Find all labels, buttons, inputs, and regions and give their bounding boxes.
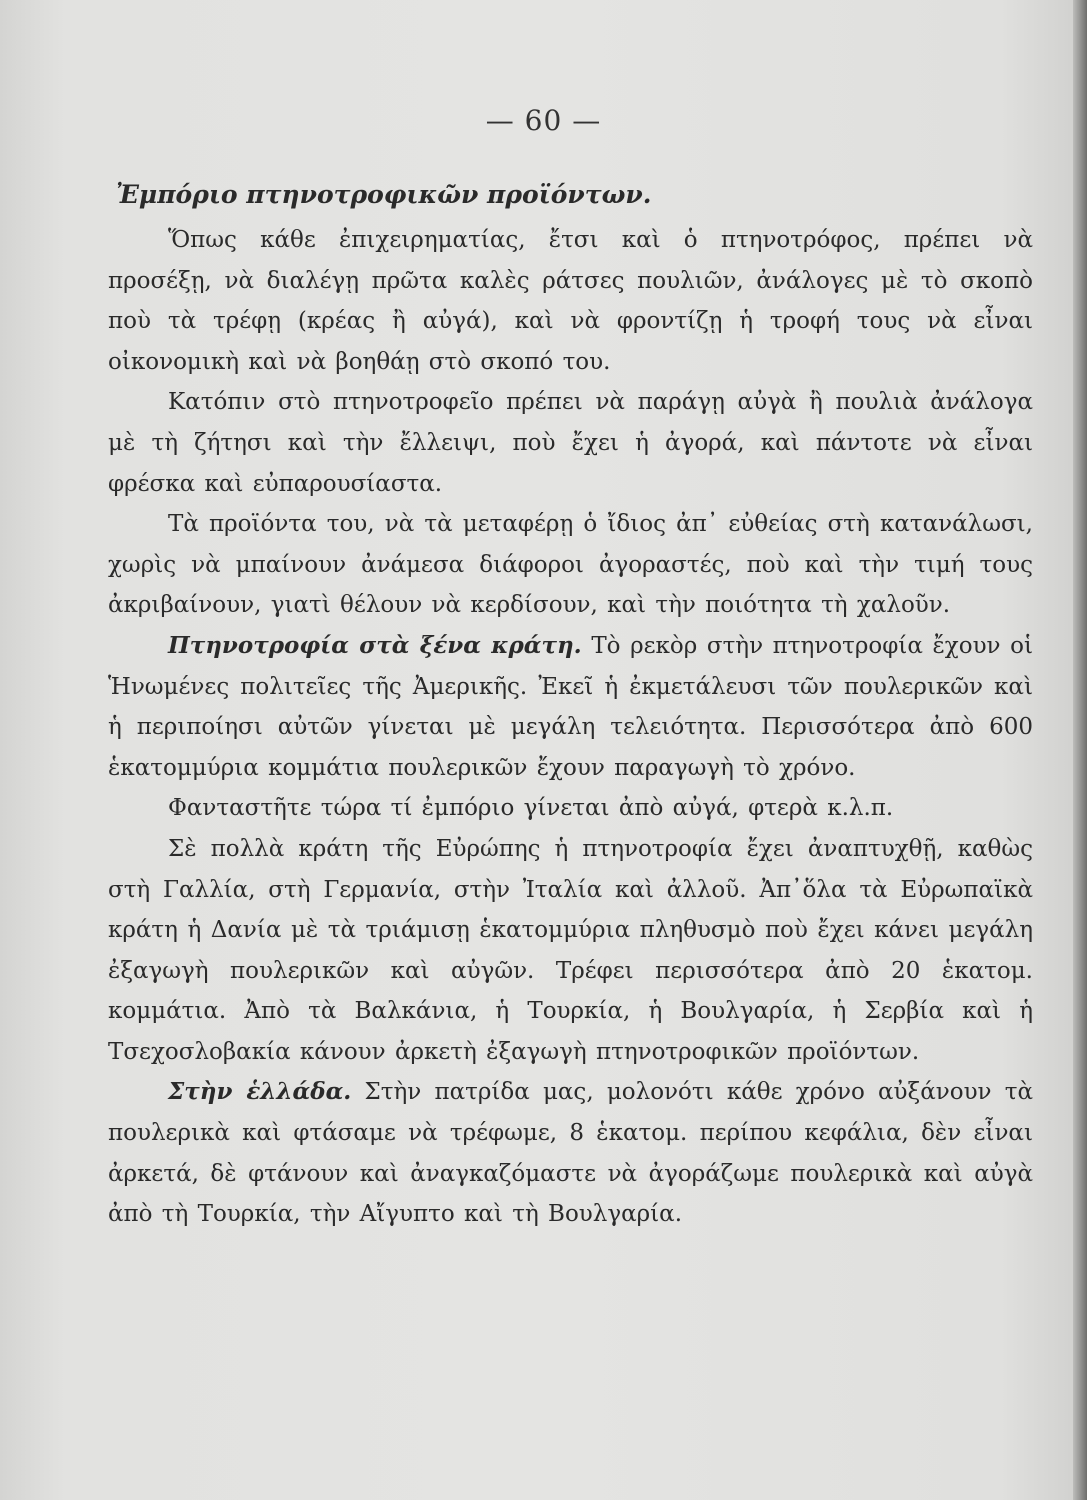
inline-subheading: Στὴν ἑλλάδα. xyxy=(168,1078,352,1106)
section-heading: Ἐμπόριο πτηνοτροφικῶν προϊόντων. xyxy=(116,180,652,209)
inline-subheading: Πτηνοτροφία στὰ ξένα κράτη. xyxy=(168,631,582,659)
paragraph-6 xyxy=(108,829,1033,1073)
paragraph-text: Ὅπως κάθε ἐπιχειρηματίας, ἔτσι καὶ ὁ πτηνοτρόφος, πρέπει νὰ προσέξῃ, νὰ διαλέγῃ πρῶτα καλὲς ράτσες πουλιῶν, ἀνάλογες μὲ τὸ σκοπὸ ποὺ τὰ τρέφῃ (κρέας ἢ αὐγά), καὶ νὰ φροντίζῃ ἡ τροφή τους νὰ εἶναι οἰκονομικὴ καὶ νὰ βοηθάῃ στὸ σκοπό του. xyxy=(108,227,1033,375)
paragraph-text: Σὲ πολλὰ κράτη τῆς Εὐρώπης ἡ πτηνοτροφία ἔχει ἀναπτυχθῇ, καθὼς στὴ Γαλλία, στὴ Γερμανία, στὴν Ἰταλία καὶ ἀλλοῦ. Ἀπ᾽ὅλα τὰ Εὐρωπαϊκὰ κράτη ἡ Δανία μὲ τὰ τριάμισῃ ἑκατομμύρια πληθυσμὸ ποὺ ἔχει κάνει μεγάλη ἐξαγωγὴ πουλερικῶν καὶ αὐγῶν. Τρέφει περισσότερα ἀπὸ 20 ἑκατομ. κομμάτια. Ἀπὸ τὰ Βαλκάνια, ἡ Τουρκία, ἡ Βουλγαρία, ἡ Σερβία καὶ ἡ Τσεχοσλοβακία κάνουν ἀρκετὴ ἐξαγωγὴ πτηνοτροφικῶν προϊόντων. xyxy=(108,835,1033,1065)
paragraph-2 xyxy=(108,382,1033,504)
paragraph-1 xyxy=(108,220,1033,382)
paragraph-text: Κατόπιν στὸ πτηνοτροφεῖο πρέπει νὰ παράγῃ αὐγὰ ἢ πουλιὰ ἀνάλογα μὲ τὴ ζήτησι καὶ τὴν ἔλλειψι, ποὺ ἔχει ἡ ἀγορά, καὶ πάντοτε νὰ εἶναι φρέσκα καὶ εὐπαρουσίαστα. xyxy=(108,389,1033,497)
paragraph-text: Στὴν πατρίδα μας, μολονότι κάθε χρόνο αὐξάνουν τὰ πουλερικὰ καὶ φτάσαμε νὰ τρέφωμε, 8 ἑκατομ. περίπου κεφάλια, δὲν εἶναι ἀρκετά, δὲ φτάνουν καὶ ἀναγκαζόμαστε νὰ ἀγοράζωμε πουλερικὰ καὶ αὐγὰ ἀπὸ τὴ Τουρκία, τὴν Αἴγυπτο καὶ τὴ Βουλγαρία. xyxy=(108,1079,1033,1228)
paragraph-text: Τὰ προϊόντα του, νὰ τὰ μεταφέρῃ ὁ ἴδιος ἀπ᾽ εὐθείας στὴ κατανάλωσι, χωρὶς νὰ μπαίνουν ἀνάμεσα διάφοροι ἀγοραστές, ποὺ καὶ τὴν τιμή τους ἀκριβαίνουν, γιατὶ θέλουν νὰ κερδίσουν, καὶ τὴν ποιότητα τὴ χαλοῦν. xyxy=(108,511,1033,619)
page-edge-shadow xyxy=(1073,0,1087,1500)
paragraph-text: Τὸ ρεκὸρ στὴν πτηνοτροφία ἔχουν οἱ Ἡνωμένες πολιτεῖες τῆς Ἀμερικῆς. Ἐκεῖ ἡ ἐκμετάλευσι τῶν πουλερικῶν καὶ ἡ περιποίησι αὐτῶν γίνεται μὲ μεγάλη τελειότητα. Περισσότερα ἀπὸ 600 ἑκατομμύρια κομμάτια πουλερικῶν ἔχουν παραγωγὴ τὸ χρόνο. xyxy=(108,632,1034,781)
page-content xyxy=(108,170,1033,1235)
paragraph-7 xyxy=(108,1072,1033,1234)
paragraph-4 xyxy=(108,626,1033,788)
paragraph-5 xyxy=(108,788,1033,829)
paragraph-text: Φανταστῆτε τώρα τί ἐμπόριο γίνεται ἀπὸ αὐγά, φτερὰ κ.λ.π. xyxy=(168,795,894,822)
page-number: — 60 — xyxy=(485,104,602,137)
paragraph-3 xyxy=(108,504,1033,626)
